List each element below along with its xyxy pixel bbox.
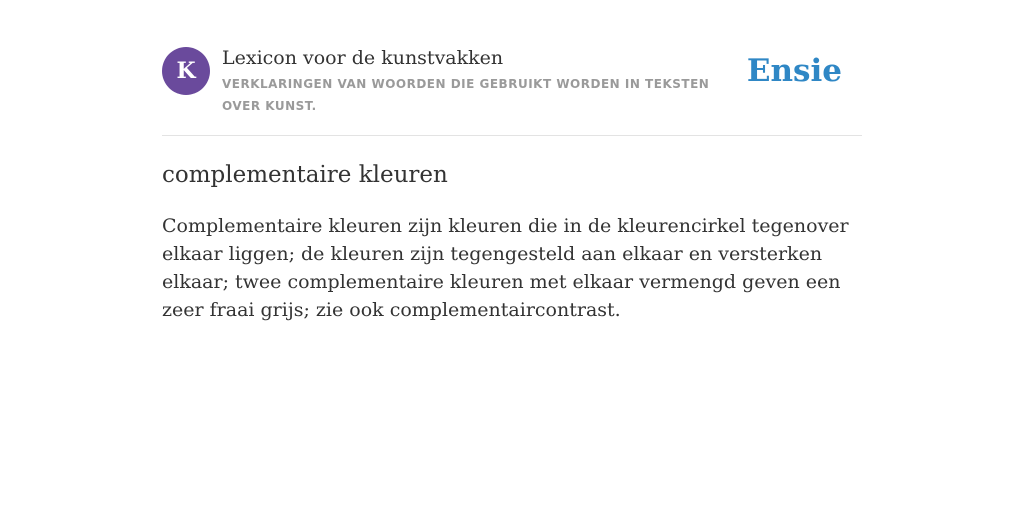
- page: [162, 0, 862, 324]
- lexicon-title-block: [222, 47, 742, 117]
- entry-definition: Complementaire kleuren zijn kleuren die in de kleurencirkel tegenover elkaar liggen; de kleuren zijn tegengesteld aan elkaar en versterken elkaar; twee complementaire kleuren met elkaar vermengd geven een zeer fraai grijs; zie ook complementaircontrast.: [162, 215, 849, 321]
- ensie-logo-link[interactable]: Ensie: [746, 53, 842, 89]
- lexicon-header: [162, 47, 862, 136]
- lexicon-subtitle: VERKLARINGEN VAN WOORDEN DIE GEBRUIKT WORDEN IN TEKSTEN OVER KUNST.: [222, 77, 710, 113]
- lexicon-avatar[interactable]: K: [162, 47, 210, 95]
- entry-title: complementaire kleuren: [162, 162, 448, 188]
- lexicon-title[interactable]: Lexicon voor de kunstvakken: [222, 47, 504, 69]
